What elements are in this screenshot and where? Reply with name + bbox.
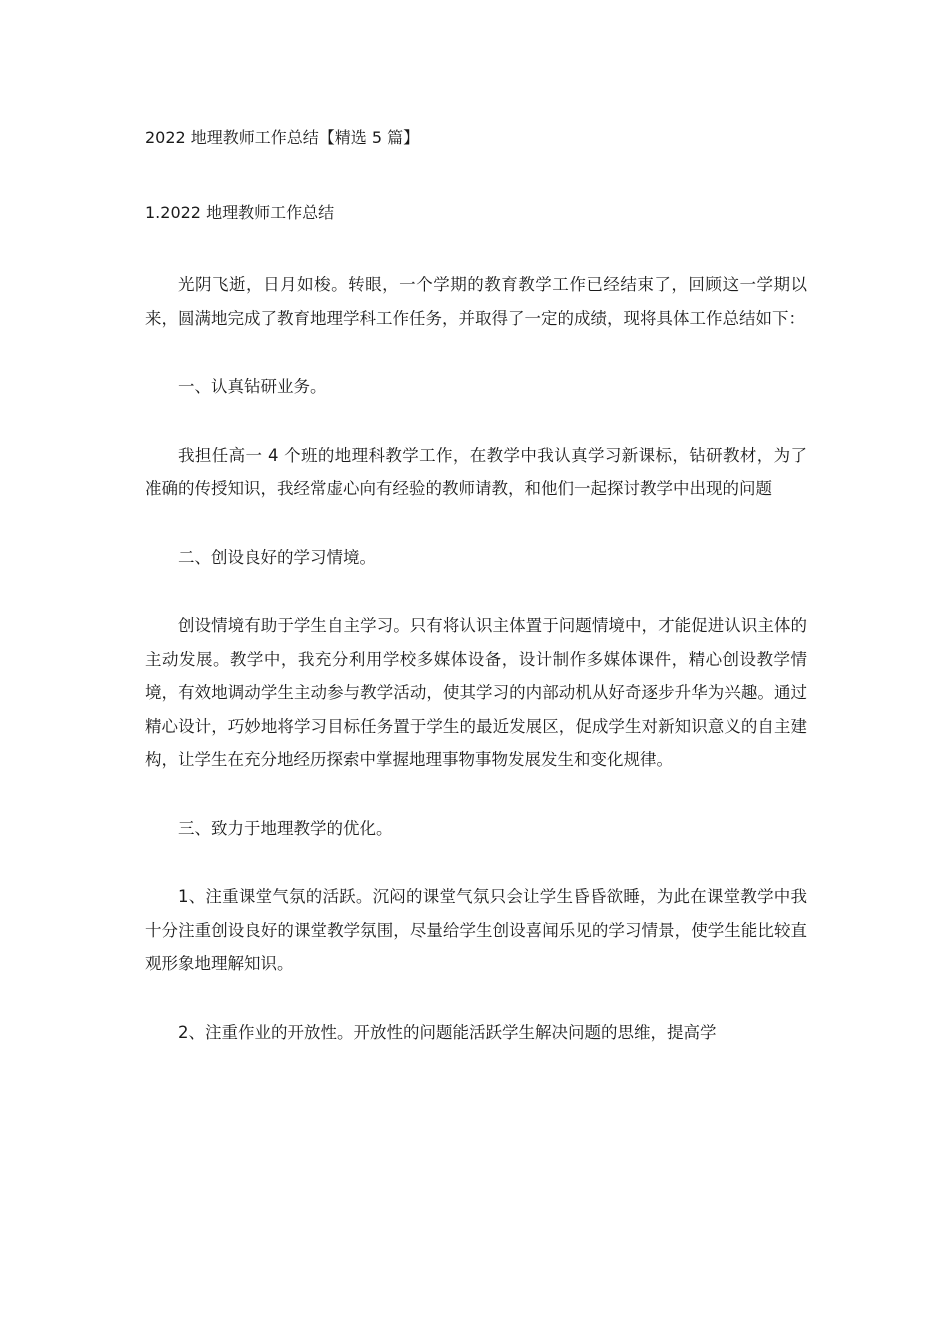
paragraph-intro: 光阴飞逝，日月如梭。转眼，一个学期的教育教学工作已经结束了，回顾这一学期以来，圆满地完成了教育地理学科工作任务，并取得了一定的成绩，现将具体工作总结如下： (145, 275, 807, 328)
heading-one: 一、认真钻研业务。 (178, 377, 327, 396)
heading-two: 二、创设良好的学习情境。 (178, 547, 376, 567)
paragraph-three-1: 1、注重课堂气氛的活跃。沉闷的课堂气氛只会让学生昏昏欲睡，为此在课堂教学中我十分注重创设良好的课堂教学氛围，尽量给学生创设喜闻乐见的学习情景，使学生能比较直观形象地理解知识。 (145, 887, 807, 973)
paragraph-three-2: 2、注重作业的开放性。开放性的问题能活跃学生解决问题的思维，提高学 (178, 1022, 717, 1042)
section-heading: 1.2022 地理教师工作总结 (145, 203, 335, 222)
paragraph-two: 创设情境有助于学生自主学习。只有将认识主体置于问题情境中，才能促进认识主体的主动发展。教学中，我充分利用学校多媒体设备，设计制作多媒体课件，精心创设教学情境，有效地调动学生主动参与教学活动，使其学习的内部动机从好奇逐步升华为兴趣。通过精心设计，巧妙地将学习目标任务置于学生的最近发展区，促成学生对新知识意义的自主建构，让学生在充分地经历探索中掌握地理事物事物发展发生和变化规律。 (145, 616, 807, 769)
document-title: 2022 地理教师工作总结【精选 5 篇】 (145, 128, 420, 147)
paragraph-one: 我担任高一 4 个班的地理科教学工作，在教学中我认真学习新课标，钻研教材，为了准确的传授知识，我经常虚心向有经验的教师请教，和他们一起探讨教学中出现的问题 (145, 445, 807, 498)
document-body (145, 268, 807, 1084)
heading-three: 三、致力于地理教学的优化。 (178, 818, 393, 838)
